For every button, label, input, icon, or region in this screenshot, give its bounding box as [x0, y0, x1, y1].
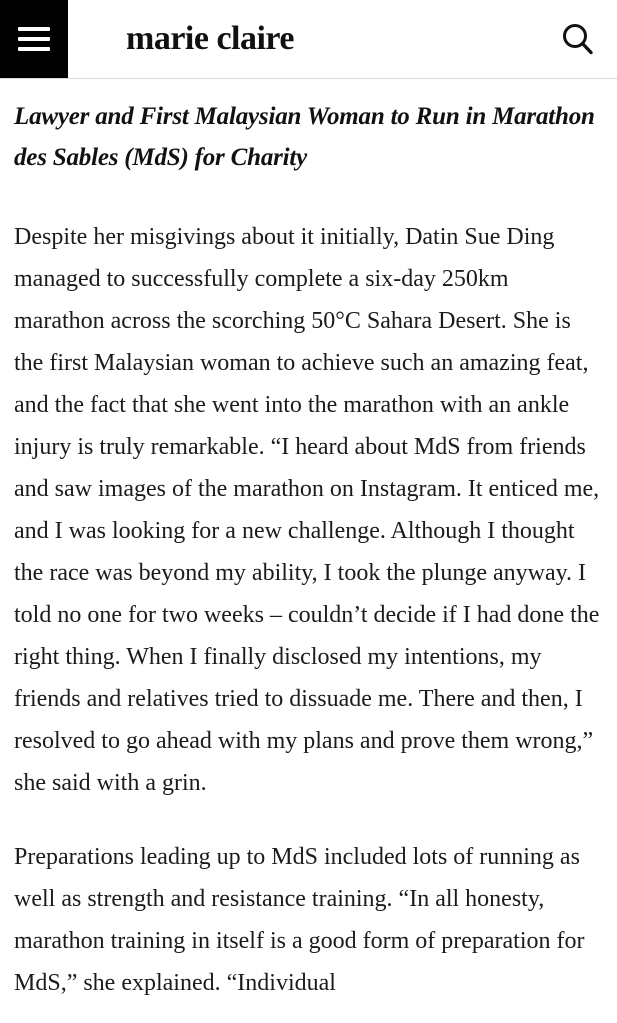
hamburger-menu-icon-bar-3 — [18, 47, 50, 51]
search-button[interactable] — [539, 0, 617, 78]
site-logo-text: marie claire — [126, 20, 295, 57]
site-header — [0, 0, 617, 79]
hamburger-menu-button[interactable] — [0, 0, 68, 78]
hamburger-menu-icon — [18, 27, 50, 31]
hamburger-menu-icon-bar-2 — [18, 37, 50, 41]
article-paragraph-1: Despite her misgivings about it initially, Datin Sue Ding managed to successfully complete a six-day 250km marathon across the scorching 50°C Sahara Desert. She is the first Malaysian woman to achieve such an amazing feat, and the fact that she went into the marathon with an ankle injury is truly remarkable. “I heard about MdS from friends and saw images of the marathon on Instagram. It enticed me, and I was looking for a new challenge. Although I thought the race was beyond my ability, I took the plunge anyway. I told no one for two weeks – couldn’t decide if I had done the right thing. When I finally disclosed my intentions, my friends and relatives tried to dissuade me. There and then, I resolved to go ahead with my plans and prove them wrong,” she said with a grin. — [14, 224, 600, 796]
site-logo[interactable] — [68, 0, 539, 78]
search-icon — [559, 20, 597, 58]
article-title: Lawyer and First Malaysian Woman to Run in Marathon des Sables (MdS) for Charity — [14, 103, 595, 171]
article-paragraph-2: Preparations leading up to MdS included lots of running as well as strength and resistance training. “In all honesty, marathon training in itself is a good form of preparation for MdS,” she explained. “Individual — [14, 844, 585, 996]
article — [0, 97, 617, 1004]
article-body — [14, 216, 603, 1004]
